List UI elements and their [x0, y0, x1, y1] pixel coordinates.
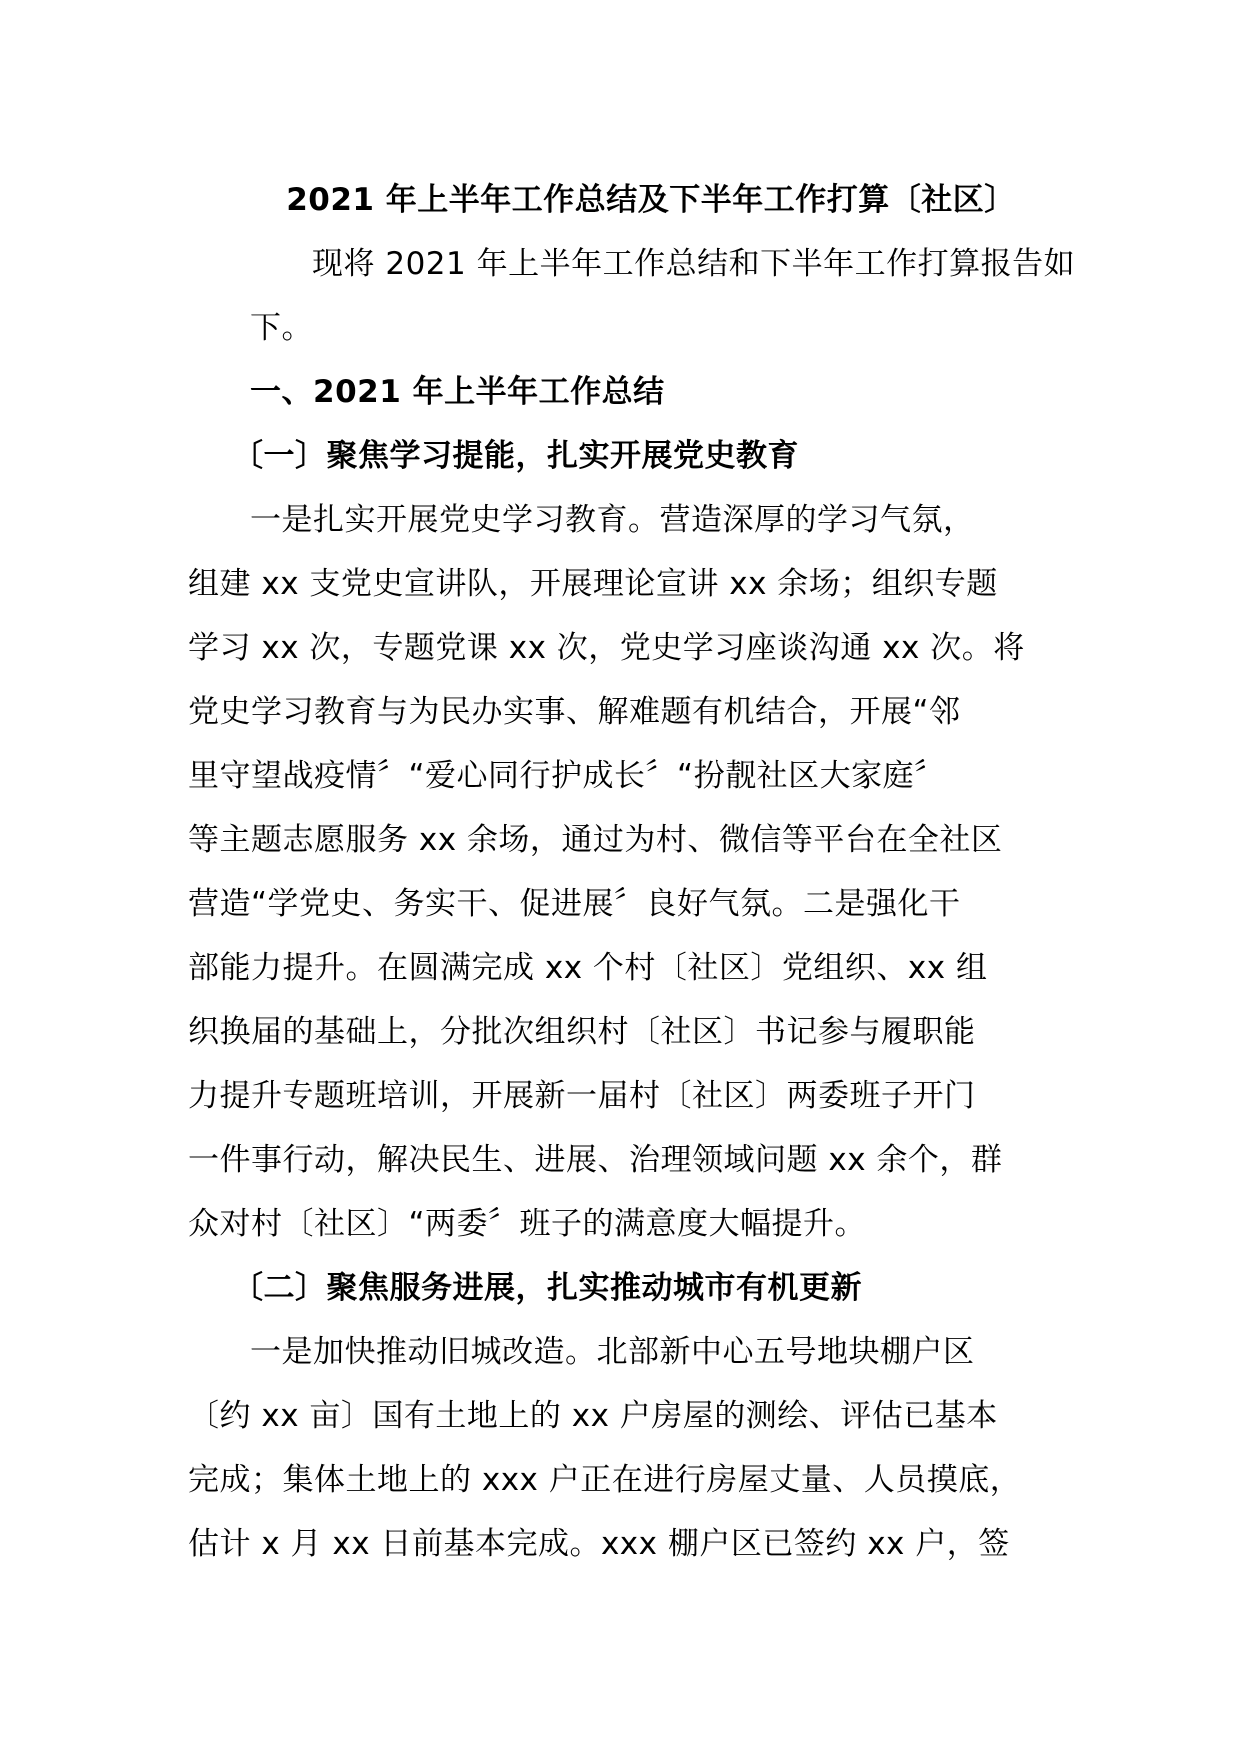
- text-line: 等主题志愿服务 xx 余场，通过为村、微信等平台在全社区: [188, 822, 1003, 858]
- text-line: 组建 xx 支党史宣讲队，开展理论宣讲 xx 余场；组织专题: [188, 566, 998, 602]
- text-line: 力提升专题班培训，开展新一届村〔社区〕两委班子开门: [188, 1078, 976, 1114]
- subsection-1-paragraph: [188, 488, 1088, 1256]
- text-line: 完成；集体土地上的 xxx 户正在进行房屋丈量、人员摸底，: [188, 1462, 1022, 1498]
- text-line: 现将 2021 年上半年工作总结和下半年工作打算报告如: [312, 246, 1076, 282]
- text-line: 部能力提升。在圆满完成 xx 个村〔社区〕党组织、xx 组: [188, 950, 988, 986]
- section-heading: 一、2021 年上半年工作总结: [250, 374, 665, 410]
- document-body: [188, 168, 1088, 1576]
- intro-paragraph: [188, 232, 1088, 360]
- subsection-heading: 〔一〕聚焦学习提能，扎实开展党史教育: [232, 438, 799, 474]
- text-line: 估计 x 月 xx 日前基本完成。xxx 棚户区已签约 xx 户，签: [188, 1526, 1010, 1562]
- text-line: 一件事行动，解决民生、进展、治理领域问题 xx 余个，群: [188, 1142, 1003, 1178]
- text-line: 营造“学党史、务实干、促进展〞良好气氛。二是强化干: [188, 886, 961, 922]
- text-line: 众对村〔社区〕“两委〞班子的满意度大幅提升。: [188, 1206, 867, 1242]
- text-line: 一是加快推动旧城改造。北部新中心五号地块棚户区: [250, 1334, 975, 1370]
- subsection-heading: 〔二〕聚焦服务进展，扎实推动城市有机更新: [232, 1270, 862, 1306]
- text-line: 党史学习教育与为民办实事、解难题有机结合，开展“邻: [188, 694, 961, 730]
- text-line: 织换届的基础上，分批次组织村〔社区〕书记参与履职能: [188, 1014, 976, 1050]
- text-line: 学习 xx 次，专题党课 xx 次，党史学习座谈沟通 xx 次。将: [188, 630, 1025, 666]
- text-line: 一是扎实开展党史学习教育。营造深厚的学习气氛，: [250, 502, 975, 538]
- subsection-2-paragraph: [188, 1320, 1088, 1576]
- text-line: 〔约 xx 亩〕国有土地上的 xx 户房屋的测绘、评估已基本: [188, 1398, 998, 1434]
- text-line: 里守望战疫情〞“爱心同行护成长〞“扮靓社区大家庭〞: [188, 758, 946, 794]
- text-line: 下。: [250, 310, 313, 346]
- document-title: 2021 年上半年工作总结及下半年工作打算〔社区〕: [286, 182, 1016, 218]
